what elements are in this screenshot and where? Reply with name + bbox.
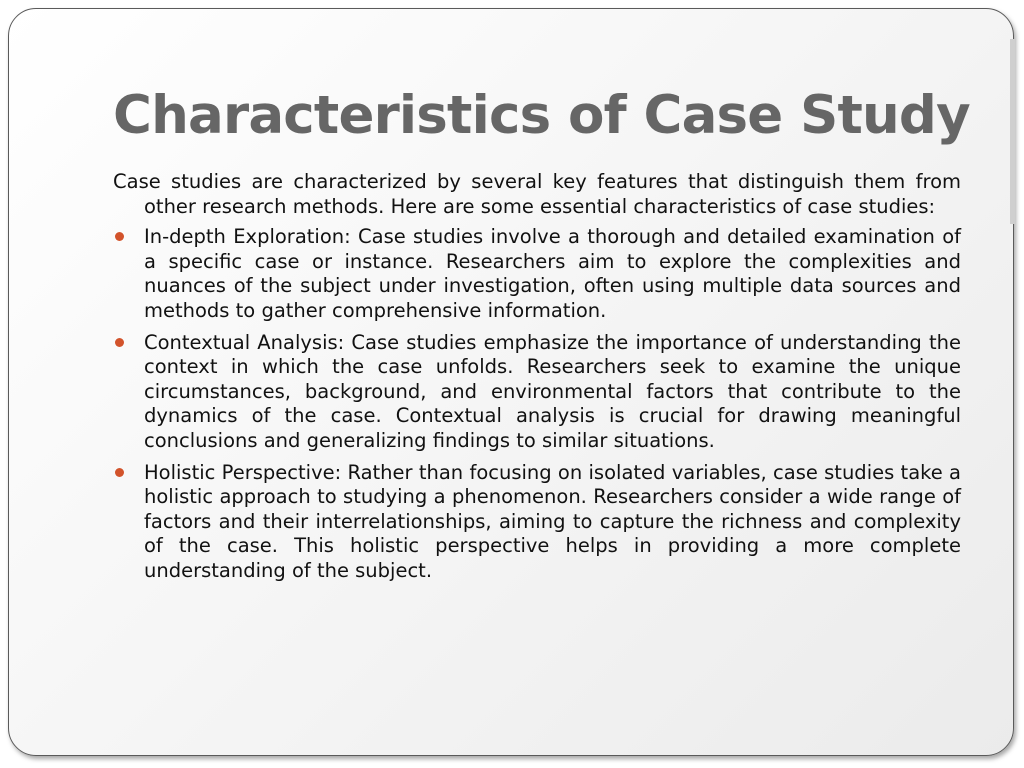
bullet-dot-icon [115, 232, 124, 241]
bullet-item-in-depth-exploration [113, 225, 961, 323]
bullet-list [113, 225, 961, 583]
bullet-text: Contextual Analysis: Case studies emphasize the importance of understanding the context in which the case unfolds. Researchers seek to examine the unique circumstances, background, and environmental factors that contribute to the dynamics of the case. Contextual analysis is crucial for drawing meaningful conclusions and generalizing findings to similar situations. [144, 330, 961, 452]
bullet-dot-icon [115, 338, 124, 347]
bullet-item-holistic-perspective [113, 461, 961, 584]
slide-body [113, 170, 961, 591]
bullet-item-contextual-analysis [113, 331, 961, 454]
slide-title: Characteristics of Case Study [113, 85, 970, 146]
bullet-dot-icon [115, 468, 124, 477]
intro-paragraph: Case studies are characterized by several key features that distinguish them from other research methods. Here are some essential characteristics of case studies: [113, 170, 961, 218]
slide-edge-accent [1010, 39, 1015, 224]
bullet-text: Holistic Perspective: Rather than focusing on isolated variables, case studies take a holistic approach to studying a phenomenon. Researchers consider a wide range of factors and their interrelationships, aiming to capture the richness and complexity of the case. This holistic perspective helps in providing a more complete understanding of the subject. [144, 460, 961, 582]
bullet-text: In-depth Exploration: Case studies involve a thorough and detailed examination of a specific case or instance. Researchers aim to explore the complexities and nuances of the subject under investigation, often using multiple data sources and methods to gather comprehensive information. [144, 225, 961, 322]
